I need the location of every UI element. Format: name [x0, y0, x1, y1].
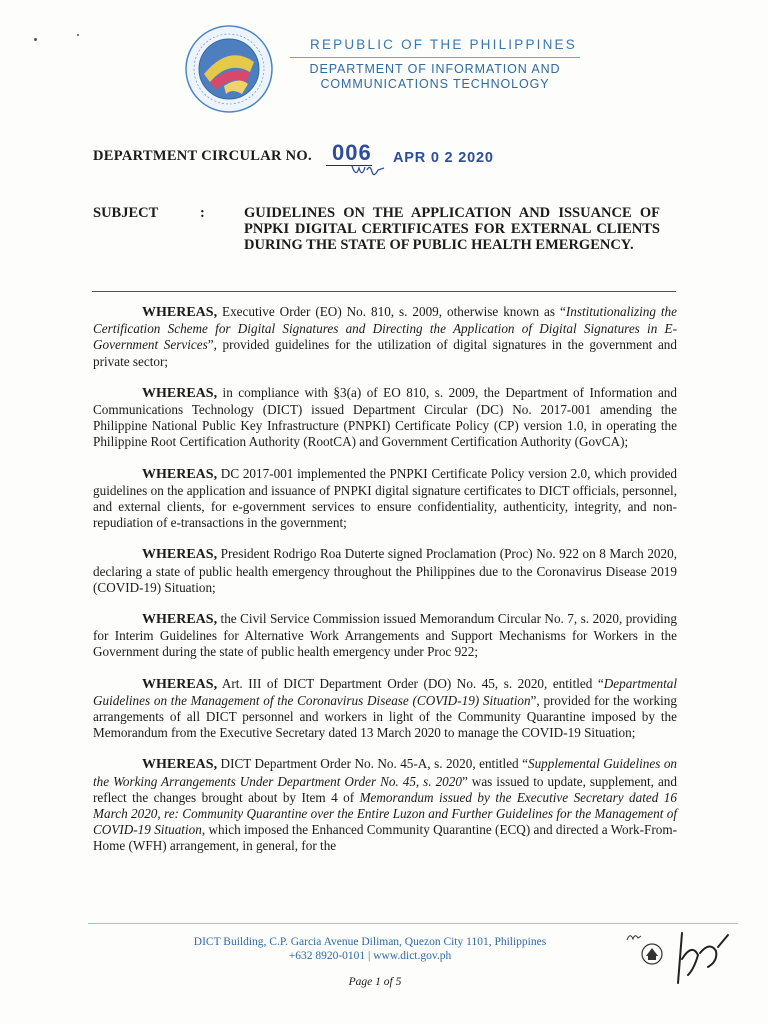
whereas-lead: WHEREAS,	[142, 466, 218, 482]
dict-seal-icon	[184, 24, 274, 114]
whereas-lead: WHEREAS,	[142, 612, 218, 628]
paragraph-italic: Departmental Guidelines on the Management of the Coronavirus Disease (COVID-19) Situation	[93, 675, 677, 708]
whereas-paragraph	[93, 466, 677, 532]
paragraph-text: ”, provided guidelines for the utilization of digital signatures in the government and private sector;	[93, 337, 677, 369]
paragraph-text: DICT Department Order No. No. 45-A, s. 2020, entitled “	[217, 756, 528, 772]
page-number: Page 1 of 5	[348, 976, 402, 988]
whereas-paragraph	[93, 676, 677, 742]
footer-address-block	[160, 935, 580, 963]
initials-icon	[350, 162, 390, 180]
paragraph-italic: Memorandum issued by the Executive Secretary dated 16 March 2020, re: Community Quarantine over the Entire Luzon and Further Guidelines for the Management of COVID-19 Situation	[93, 789, 677, 838]
circular-date-stamp: APR 0 2 2020	[393, 150, 494, 166]
paragraph-text: Art. III of DICT Department Order (DO) No. 45, s. 2020, entitled “	[217, 675, 604, 691]
agency-name-line1: DEPARTMENT OF INFORMATION AND	[309, 62, 561, 76]
circular-label: DEPARTMENT CIRCULAR NO.	[93, 148, 312, 164]
scan-speck	[77, 34, 79, 36]
document-body	[93, 304, 677, 870]
circular-number-stamp: 006	[332, 140, 372, 165]
subject-colon: :	[200, 205, 205, 221]
scan-speck	[34, 38, 37, 41]
whereas-lead: WHEREAS,	[142, 676, 218, 692]
agency-name	[290, 62, 580, 92]
subject-text: GUIDELINES ON THE APPLICATION AND ISSUANCE OF PNPKI DIGITAL CERTIFICATES FOR EXTERNAL CLIENTS DURING THE STATE OF PUBLIC HEALTH EMERGENCY.	[244, 205, 660, 253]
whereas-paragraph	[93, 756, 677, 854]
subject-label: SUBJECT	[93, 205, 159, 221]
whereas-lead: WHEREAS,	[142, 305, 218, 320]
whereas-paragraph	[93, 304, 677, 370]
whereas-lead: WHEREAS,	[142, 547, 218, 563]
whereas-paragraph	[93, 546, 677, 596]
paragraph-text: ” was issued to update, supplement, and reflect the changes brought about by Item 4 of	[93, 773, 677, 805]
header-rule	[290, 57, 580, 58]
paragraph-text: Executive Order (EO) No. 810, s. 2009, otherwise known as “	[217, 304, 566, 319]
paragraph-text: the Civil Service Commission issued Memorandum Circular No. 7, s. 2020, providing for Interim Guidelines for Alternative Work Arrangements and Support Mechanisms for Workers in the Government during the state of public health emergency under Proc 922;	[93, 611, 677, 660]
paragraph-text: in compliance with §3(a) of EO 810, s. 2009, the Department of Information and Communications Technology (DICT) issued Department Circular (DC) No. 2017-001 amending the Philippine National Public Key Infrastructure (PNPKI) Certificate Policy (CP) version 1.0, in operating the Philippine Root Certification Authority (RootCA) and Government Certification Authority (GovCA);	[93, 384, 677, 450]
subject-divider	[92, 291, 676, 292]
paragraph-italic: Institutionalizing the Certification Scheme for Digital Signatures and Directing the Application of Digital Signatures in E-Government Services	[93, 304, 677, 353]
agency-name-line2: COMMUNICATIONS TECHNOLOGY	[320, 77, 550, 91]
paragraph-text: , which imposed the Enhanced Community Quarantine (ECQ) and directed a Work-From-Home (WFH) arrangement, in general, for the	[93, 822, 677, 854]
paragraph-italic: Supplemental Guidelines on the Working Arrangements Under Department Order No. 45, s. 2020	[93, 756, 678, 789]
signature-icon	[668, 925, 738, 989]
agency-country: REPUBLIC OF THE PHILIPPINES	[310, 37, 577, 52]
footer-rule	[88, 923, 738, 924]
small-seal-icon	[640, 942, 664, 966]
footer-address: DICT Building, C.P. Garcia Avenue Diliman, Quezon City 1101, Philippines	[193, 936, 547, 948]
whereas-lead: WHEREAS,	[142, 757, 218, 773]
whereas-paragraph	[93, 385, 677, 451]
whereas-paragraph	[93, 611, 677, 661]
whereas-lead: WHEREAS,	[142, 385, 218, 401]
paragraph-text: President Rodrigo Roa Duterte signed Proclamation (Proc) No. 922 on 8 March 2020, declaring a state of public health emergency throughout the Philippines due to the Coronavirus Disease 2019 (COVID-19) Situation;	[93, 546, 677, 595]
paragraph-text: DC 2017-001 implemented the PNPKI Certificate Policy version 2.0, which provided guidelines on the application and issuance of PNPKI digital signature certificates to DICT officials, personnel, and external clients, for e-government services to ensure confidentiality, authenticity, integrity, and non-repudiation of e-transactions in the government;	[93, 465, 677, 531]
footer-contact: +632 8920-0101 | www.dict.gov.ph	[288, 950, 452, 962]
paragraph-text: ”, provided for the working arrangements of all DICT personnel and workers in light of the Community Quarantine imposed by the Memorandum from the Executive Secretary dated 13 March 2020 to manage the COVID-19 Situation;	[93, 692, 677, 741]
